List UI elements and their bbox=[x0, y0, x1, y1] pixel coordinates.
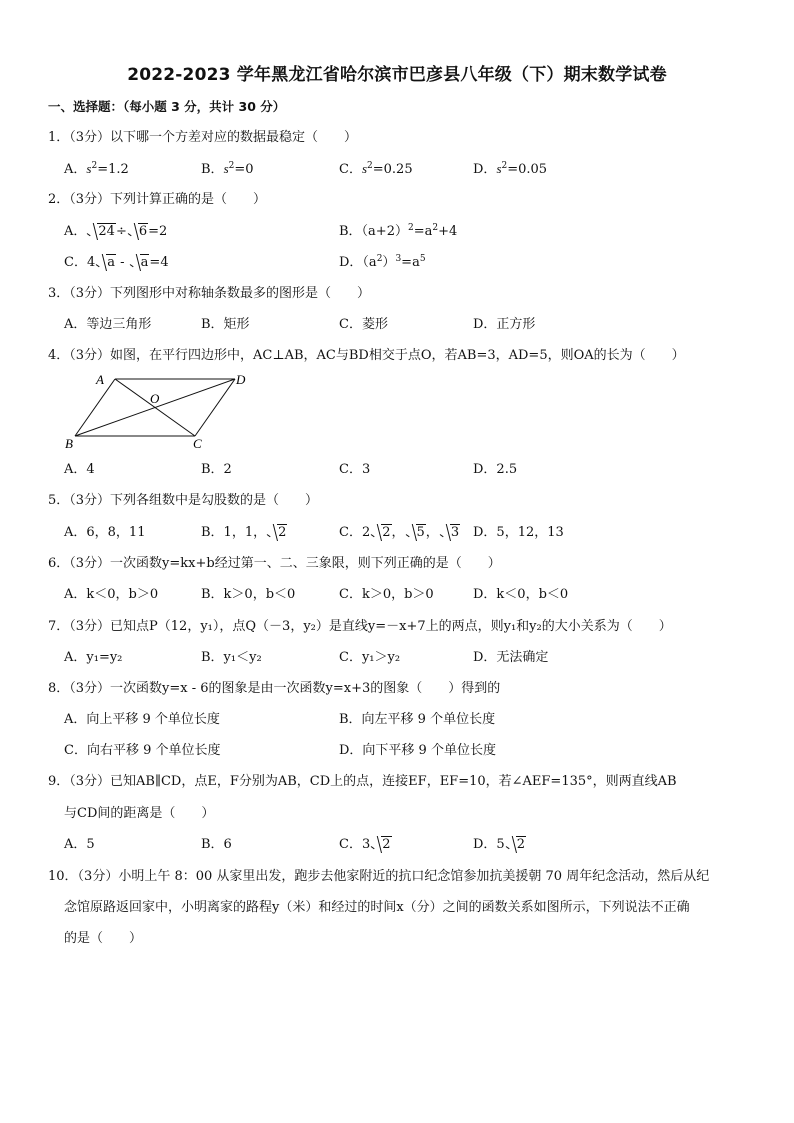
q1-option-c[interactable]: C．$s^2=0.25$ bbox=[339, 161, 413, 177]
sqrt-symbol: 3 bbox=[440, 525, 460, 541]
side-ab bbox=[75, 379, 115, 436]
question-7-stem: 7．（3分）已知点P（12，y₁），点Q（－3，y₂）是直线y=－x+7上的两点，则y₁和y₂的大小关系为（ ） bbox=[48, 619, 672, 634]
q3-option-b[interactable]: B．矩形 bbox=[201, 317, 250, 332]
q6-option-b[interactable]: B．k＞0，b＜0 bbox=[201, 587, 296, 602]
sqrt-symbol: 6 bbox=[128, 224, 148, 240]
q2-option-d[interactable]: D．$(a^2)^3=a^5$ bbox=[339, 254, 426, 270]
q7-option-a[interactable]: A．y₁=y₂ bbox=[64, 650, 123, 665]
q9-option-d[interactable]: D．5 2 bbox=[473, 837, 525, 852]
q8-option-d[interactable]: D．向下平移 9 个单位长度 bbox=[339, 743, 496, 758]
q4-option-b[interactable]: B．2 bbox=[201, 462, 232, 477]
q7-option-d[interactable]: D．无法确定 bbox=[473, 650, 549, 665]
q8-option-b[interactable]: B．向左平移 9 个单位长度 bbox=[339, 712, 496, 727]
q9-option-a[interactable]: A．5 bbox=[64, 837, 95, 852]
q1-option-d[interactable]: D．$s^2=0.05$ bbox=[473, 161, 548, 177]
q4-option-a[interactable]: A．4 bbox=[64, 462, 95, 477]
q6-option-a[interactable]: A．k＜0，b＞0 bbox=[64, 587, 159, 602]
question-9-stem-line-1: 9．（3分）已知AB∥CD，点E，F分别为AB，CD上的点，连接EF，EF=10，若∠AEF=135°，则两直线AB bbox=[48, 774, 677, 789]
q9-option-b[interactable]: B．6 bbox=[201, 837, 232, 852]
q8-option-c[interactable]: C．向右平移 9 个单位长度 bbox=[64, 743, 221, 758]
question-3-stem: 3．（3分）下列图形中对称轴条数最多的图形是（ ） bbox=[48, 286, 371, 301]
q7-option-c[interactable]: C．y₁＞y₂ bbox=[339, 650, 401, 665]
q1-option-b[interactable]: B．$s^2=0$ bbox=[201, 161, 254, 177]
sqrt-symbol: 2 bbox=[506, 837, 526, 853]
question-4-stem: 4．（3分）如图，在平行四边形中，AC⊥AB，AC与BD相交于点O，若AB=3，AD=5，则OA的长为（ ） bbox=[48, 348, 685, 363]
q4-option-c[interactable]: C．3 bbox=[339, 462, 371, 477]
question-1-stem: 1．（3分）以下哪一个方差对应的数据最稳定（ ） bbox=[48, 130, 358, 145]
question-10-stem-line-2: 念馆原路返回家中，小明离家的路程y（米）和经过的时间x（分）之间的函数关系如图所示，下列说法不正确 bbox=[64, 900, 690, 915]
sqrt-symbol: 5 bbox=[406, 525, 426, 541]
q1-option-a[interactable]: A．$s^2=1.2$ bbox=[64, 161, 129, 177]
question-5-stem: 5．（3分）下列各组数中是勾股数的是（ ） bbox=[48, 493, 319, 508]
label-b: B bbox=[65, 436, 73, 451]
q9-option-c[interactable]: C．3 2 bbox=[339, 837, 391, 852]
sqrt-symbol: a bbox=[96, 255, 116, 271]
label-d: D bbox=[236, 372, 246, 387]
section-heading: 一、选择题：（每小题 3 分，共计 30 分） bbox=[48, 99, 286, 114]
q3-option-d[interactable]: D．正方形 bbox=[473, 317, 536, 332]
q3-option-a[interactable]: A．等边三角形 bbox=[64, 317, 152, 332]
parallelogram-figure bbox=[60, 370, 260, 452]
q6-option-d[interactable]: D．k＜0，b＜0 bbox=[473, 587, 569, 602]
question-9-stem-line-2: 与CD间的距离是（ ） bbox=[64, 806, 215, 821]
sqrt-symbol: 24 bbox=[87, 224, 116, 240]
q7-option-b[interactable]: B．y₁＜y₂ bbox=[201, 650, 262, 665]
q5-option-c[interactable]: C．2 2， 5， 3 bbox=[339, 525, 460, 540]
q3-option-c[interactable]: C．菱形 bbox=[339, 317, 388, 332]
q5-option-d[interactable]: D．5，12，13 bbox=[473, 525, 564, 540]
page-title: 2022-2023 学年黑龙江省哈尔滨市巴彦县八年级（下）期末数学试卷 bbox=[127, 65, 667, 85]
sqrt-symbol: 2 bbox=[371, 837, 391, 853]
question-6-stem: 6．（3分）一次函数y=kx+b经过第一、二、三象限，则下列正确的是（ ） bbox=[48, 556, 501, 571]
side-dc bbox=[195, 379, 235, 436]
sqrt-symbol: 2 bbox=[371, 525, 391, 541]
question-10-stem-line-1: 10．（3分）小明上午 8：00 从家里出发，跑步去他家附近的抗口纪念馆参加抗美援朝 70 周年纪念活动，然后从纪 bbox=[48, 869, 710, 884]
q2-option-b[interactable]: B．$(a+2)^2=a^2+4$ bbox=[339, 223, 458, 239]
question-10-stem-line-3: 的是（ ） bbox=[64, 931, 143, 946]
q4-option-d[interactable]: D．2.5 bbox=[473, 462, 518, 477]
q8-option-a[interactable]: A．向上平移 9 个单位长度 bbox=[64, 712, 220, 727]
q5-option-a[interactable]: A．6，8，11 bbox=[64, 525, 146, 540]
sqrt-symbol: 2 bbox=[267, 525, 287, 541]
q2-option-c[interactable]: C．4 a - a=4 bbox=[64, 255, 169, 270]
q6-option-c[interactable]: C．k＞0，b＞0 bbox=[339, 587, 434, 602]
question-8-stem: 8．（3分）一次函数y=x - 6的图象是由一次函数y=x+3的图象（ ）得到的 bbox=[48, 681, 501, 696]
question-2-stem: 2．（3分）下列计算正确的是（ ） bbox=[48, 192, 267, 207]
label-a: A bbox=[96, 372, 104, 387]
sqrt-symbol: a bbox=[130, 255, 150, 271]
q5-option-b[interactable]: B．1，1， 2 bbox=[201, 525, 287, 540]
q2-option-a[interactable]: A． 24÷ 6=2 bbox=[64, 224, 168, 239]
diagonal-bd bbox=[75, 379, 235, 436]
label-o: O bbox=[150, 391, 160, 406]
label-c: C bbox=[193, 436, 202, 451]
